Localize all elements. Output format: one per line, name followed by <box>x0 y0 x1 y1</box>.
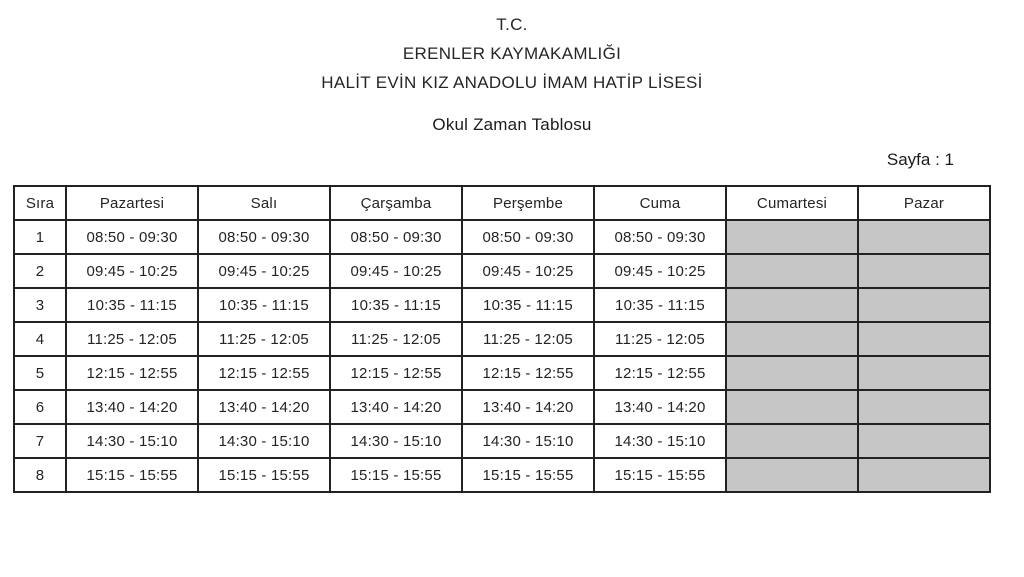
cell-persembe: 11:25 - 12:05 <box>462 322 594 356</box>
cell-pazartesi: 15:15 - 15:55 <box>66 458 198 492</box>
column-header-sali: Salı <box>198 186 330 220</box>
cell-sira: 1 <box>14 220 66 254</box>
cell-carsamba: 13:40 - 14:20 <box>330 390 462 424</box>
column-header-pazar: Pazar <box>858 186 990 220</box>
cell-pazar <box>858 424 990 458</box>
cell-pazar <box>858 390 990 424</box>
cell-cumartesi <box>726 458 858 492</box>
table-row <box>14 220 990 254</box>
table-header-row <box>14 186 990 220</box>
school-timetable <box>13 185 991 493</box>
table-row <box>14 424 990 458</box>
cell-sira: 4 <box>14 322 66 356</box>
cell-sali: 09:45 - 10:25 <box>198 254 330 288</box>
cell-cuma: 14:30 - 15:10 <box>594 424 726 458</box>
cell-sira: 5 <box>14 356 66 390</box>
cell-pazartesi: 09:45 - 10:25 <box>66 254 198 288</box>
cell-pazar <box>858 322 990 356</box>
cell-cumartesi <box>726 288 858 322</box>
cell-pazartesi: 13:40 - 14:20 <box>66 390 198 424</box>
letterhead-line-school: HALİT EVİN KIZ ANADOLU İMAM HATİP LİSESİ <box>321 73 703 92</box>
cell-pazartesi: 14:30 - 15:10 <box>66 424 198 458</box>
cell-sali: 14:30 - 15:10 <box>198 424 330 458</box>
cell-carsamba: 12:15 - 12:55 <box>330 356 462 390</box>
cell-persembe: 08:50 - 09:30 <box>462 220 594 254</box>
document-title: Okul Zaman Tablosu <box>432 115 592 134</box>
cell-carsamba: 10:35 - 11:15 <box>330 288 462 322</box>
cell-cumartesi <box>726 322 858 356</box>
cell-cuma: 11:25 - 12:05 <box>594 322 726 356</box>
cell-persembe: 14:30 - 15:10 <box>462 424 594 458</box>
cell-cumartesi <box>726 220 858 254</box>
cell-sira: 8 <box>14 458 66 492</box>
cell-persembe: 09:45 - 10:25 <box>462 254 594 288</box>
cell-carsamba: 09:45 - 10:25 <box>330 254 462 288</box>
cell-cuma: 08:50 - 09:30 <box>594 220 726 254</box>
cell-cumartesi <box>726 390 858 424</box>
column-header-pazartesi: Pazartesi <box>66 186 198 220</box>
column-header-cuma: Cuma <box>594 186 726 220</box>
cell-carsamba: 11:25 - 12:05 <box>330 322 462 356</box>
cell-cuma: 09:45 - 10:25 <box>594 254 726 288</box>
cell-cumartesi <box>726 424 858 458</box>
cell-pazar <box>858 458 990 492</box>
letterhead-line-district: ERENLER KAYMAKAMLIĞI <box>402 44 622 63</box>
cell-sali: 15:15 - 15:55 <box>198 458 330 492</box>
cell-sira: 2 <box>14 254 66 288</box>
cell-cumartesi <box>726 356 858 390</box>
cell-cuma: 12:15 - 12:55 <box>594 356 726 390</box>
column-header-cumartesi: Cumartesi <box>726 186 858 220</box>
cell-sali: 11:25 - 12:05 <box>198 322 330 356</box>
cell-pazartesi: 11:25 - 12:05 <box>66 322 198 356</box>
cell-pazar <box>858 288 990 322</box>
column-header-sira: Sıra <box>14 186 66 220</box>
cell-sira: 3 <box>14 288 66 322</box>
table-row <box>14 288 990 322</box>
cell-pazar <box>858 254 990 288</box>
cell-sali: 08:50 - 09:30 <box>198 220 330 254</box>
cell-pazartesi: 08:50 - 09:30 <box>66 220 198 254</box>
cell-persembe: 10:35 - 11:15 <box>462 288 594 322</box>
cell-carsamba: 15:15 - 15:55 <box>330 458 462 492</box>
cell-pazar <box>858 356 990 390</box>
cell-sali: 12:15 - 12:55 <box>198 356 330 390</box>
cell-persembe: 13:40 - 14:20 <box>462 390 594 424</box>
table-row <box>14 390 990 424</box>
column-header-carsamba: Çarşamba <box>330 186 462 220</box>
cell-cuma: 10:35 - 11:15 <box>594 288 726 322</box>
page-number-label: Sayfa : 1 <box>886 150 954 169</box>
timetable-body <box>14 220 990 492</box>
column-header-persembe: Perşembe <box>462 186 594 220</box>
letterhead-line-tc: T.C. <box>496 15 528 34</box>
table-row <box>14 254 990 288</box>
cell-pazartesi: 12:15 - 12:55 <box>66 356 198 390</box>
cell-sali: 10:35 - 11:15 <box>198 288 330 322</box>
cell-cuma: 13:40 - 14:20 <box>594 390 726 424</box>
cell-sira: 6 <box>14 390 66 424</box>
cell-pazar <box>858 220 990 254</box>
table-row <box>14 458 990 492</box>
cell-cumartesi <box>726 254 858 288</box>
cell-persembe: 12:15 - 12:55 <box>462 356 594 390</box>
cell-cuma: 15:15 - 15:55 <box>594 458 726 492</box>
cell-carsamba: 08:50 - 09:30 <box>330 220 462 254</box>
cell-sali: 13:40 - 14:20 <box>198 390 330 424</box>
cell-sira: 7 <box>14 424 66 458</box>
table-row <box>14 322 990 356</box>
table-row <box>14 356 990 390</box>
cell-carsamba: 14:30 - 15:10 <box>330 424 462 458</box>
cell-pazartesi: 10:35 - 11:15 <box>66 288 198 322</box>
cell-persembe: 15:15 - 15:55 <box>462 458 594 492</box>
letterhead <box>0 0 1024 97</box>
